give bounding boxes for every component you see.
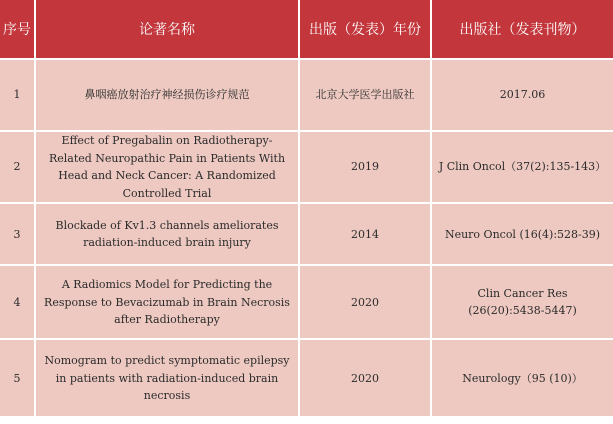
cell-title: Blockade of Kv1.3 channels ameliorates radiation-induced brain injury xyxy=(36,202,300,264)
table-row xyxy=(0,202,613,264)
cell-index: 4 xyxy=(0,264,36,338)
cell-title: Effect of Pregabalin on Radiotherapy-Related Neuropathic Pain in Patients With Head and Neck Cancer: A Randomized Controlled Trial xyxy=(36,130,300,202)
cell-index: 2 xyxy=(0,130,36,202)
cell-year: 2020 xyxy=(300,264,432,338)
cell-title: Nomogram to predict symptomatic epilepsy in patients with radiation-induced brain necrosis xyxy=(36,338,300,416)
header-publisher: 出版社（发表刊物） xyxy=(432,0,613,58)
header-year: 出版（发表）年份 xyxy=(300,0,432,58)
header-row xyxy=(0,0,613,58)
cell-year: 2014 xyxy=(300,202,432,264)
cell-index: 5 xyxy=(0,338,36,416)
table-header xyxy=(0,0,613,58)
cell-title: 鼻咽癌放射治疗神经损伤诊疗规范 xyxy=(36,58,300,130)
cell-title: A Radiomics Model for Predicting the Response to Bevacizumab in Brain Necrosis after Radiotherapy xyxy=(36,264,300,338)
cell-year: 北京大学医学出版社 xyxy=(300,58,432,130)
table-row xyxy=(0,264,613,338)
table-body xyxy=(0,58,613,416)
cell-index: 1 xyxy=(0,58,36,130)
header-index: 序号 xyxy=(0,0,36,58)
header-title: 论著名称 xyxy=(36,0,300,58)
cell-publisher: Neuro Oncol (16(4):528-39) xyxy=(432,202,613,264)
cell-publisher: Neurology（95 (10)） xyxy=(432,338,613,416)
table-row xyxy=(0,130,613,202)
cell-publisher: Clin Cancer Res (26(20):5438-5447) xyxy=(432,264,613,338)
table-row xyxy=(0,338,613,416)
cell-publisher: 2017.06 xyxy=(432,58,613,130)
cell-year: 2019 xyxy=(300,130,432,202)
table-row xyxy=(0,58,613,130)
cell-publisher: J Clin Oncol（37(2):135-143） xyxy=(432,130,613,202)
cell-index: 3 xyxy=(0,202,36,264)
cell-year: 2020 xyxy=(300,338,432,416)
